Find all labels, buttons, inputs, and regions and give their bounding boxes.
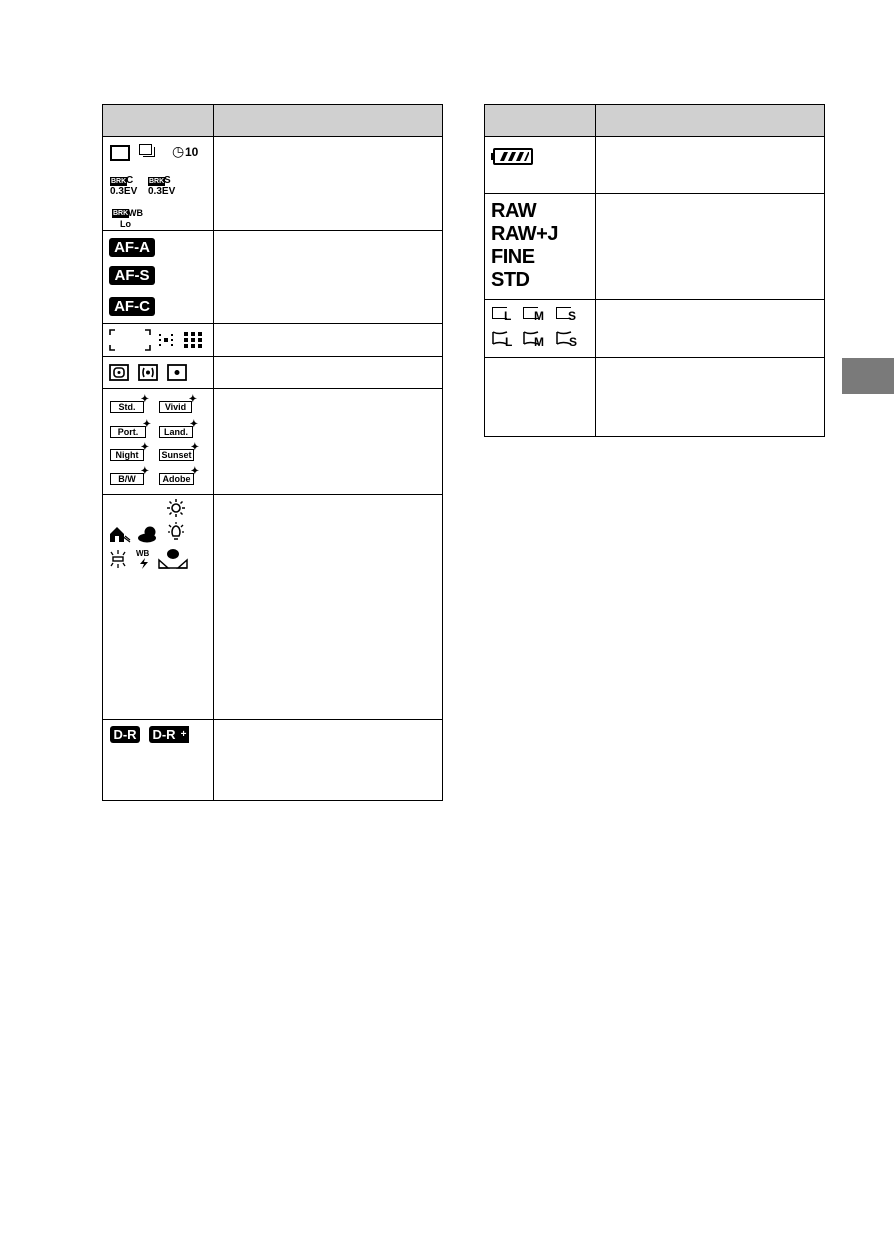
image-size-medium-icon: M [523, 307, 549, 323]
image-size-wide-small-icon: S [556, 331, 582, 349]
spot-metering-icon [167, 364, 187, 381]
battery-description [596, 137, 825, 194]
quality-icons-cell [485, 194, 596, 300]
dro-icon: D-R [110, 726, 140, 743]
image-size-large-icon: L [492, 307, 516, 323]
table-row [485, 194, 825, 300]
table-row [103, 495, 443, 720]
focus-mode-icons-cell [103, 231, 214, 324]
image-size-icons-cell [485, 300, 596, 358]
multi-segment-metering-icon [109, 364, 129, 381]
single-shot-icon [110, 145, 130, 161]
table-row [103, 137, 443, 231]
af-a-icon: AF-A [109, 238, 155, 257]
image-size-small-icon: S [556, 307, 580, 323]
af-c-icon: AF-C [109, 297, 155, 316]
left-table [102, 104, 443, 801]
quality-description [596, 194, 825, 300]
vivid-style-icon: Vivid ✦ [159, 401, 192, 413]
metering-description [214, 357, 443, 389]
image-size-wide-large-icon: L [492, 331, 518, 349]
af-s-icon: AF-S [109, 266, 155, 285]
right-header-col1 [485, 105, 596, 137]
right-header-col2 [596, 105, 825, 137]
standard-style-icon: Std. ✦ [110, 401, 144, 413]
image-size-description [596, 300, 825, 358]
right-table [484, 104, 825, 437]
spot-af-area-icon [158, 332, 174, 348]
empty-icon-cell [485, 358, 596, 437]
landscape-style-icon: Land. ✦ [159, 426, 193, 438]
raw-quality-label: RAW [491, 200, 537, 222]
drive-mode-description [214, 137, 443, 231]
section-tab [842, 358, 894, 394]
table-row [103, 720, 443, 801]
af-area-description [214, 324, 443, 357]
af-area-icons-cell [103, 324, 214, 357]
white-balance-icons-cell [103, 495, 214, 720]
left-table-header [103, 105, 443, 137]
battery-icon [491, 148, 533, 165]
table-row [103, 357, 443, 389]
focus-mode-description [214, 231, 443, 324]
daylight-wb-icon [167, 499, 185, 517]
wide-af-area-icon [109, 329, 151, 351]
battery-icon-cell [485, 137, 596, 194]
left-header-col1 [103, 105, 214, 137]
adobe-rgb-style-icon: Adobe ✦ [159, 473, 194, 485]
table-row [103, 231, 443, 324]
image-size-wide-medium-icon: M [523, 331, 551, 349]
empty-description [596, 358, 825, 437]
dro-description [214, 720, 443, 801]
local-af-area-icon [183, 331, 203, 349]
dro-plus-icon: D-R + [149, 726, 187, 743]
fine-quality-label: FINE [491, 246, 535, 268]
bw-style-icon: B/W ✦ [110, 473, 144, 485]
cloudy-wb-icon [137, 525, 159, 543]
creative-style-icons-cell [103, 389, 214, 495]
table-row [485, 358, 825, 437]
table-row [103, 389, 443, 495]
custom-wb-icon [158, 547, 188, 569]
table-row [485, 300, 825, 358]
night-style-icon: Night ✦ [110, 449, 144, 461]
std-quality-label: STD [491, 269, 530, 291]
continuous-shot-icon [139, 144, 159, 160]
drive-mode-icons-cell: ◷ 10 BRK C 0.3EV BRK S 0.3EV BRK WB Lo [103, 137, 214, 231]
sunset-style-icon: Sunset ✦ [159, 449, 194, 461]
left-header-col2 [214, 105, 443, 137]
right-table-header [485, 105, 825, 137]
white-balance-description [214, 495, 443, 720]
tungsten-wb-icon [165, 522, 187, 544]
portrait-style-icon: Port. ✦ [110, 426, 146, 438]
shade-wb-icon [109, 525, 131, 543]
dro-icons-cell [103, 720, 214, 801]
flash-wb-icon: WB [136, 549, 152, 569]
raw-jpeg-quality-label: RAW+J [491, 223, 558, 245]
table-row [103, 324, 443, 357]
fluorescent-wb-icon [109, 550, 127, 568]
table-row [485, 137, 825, 194]
center-weighted-metering-icon [138, 364, 158, 381]
metering-icons-cell [103, 357, 214, 389]
creative-style-description [214, 389, 443, 495]
